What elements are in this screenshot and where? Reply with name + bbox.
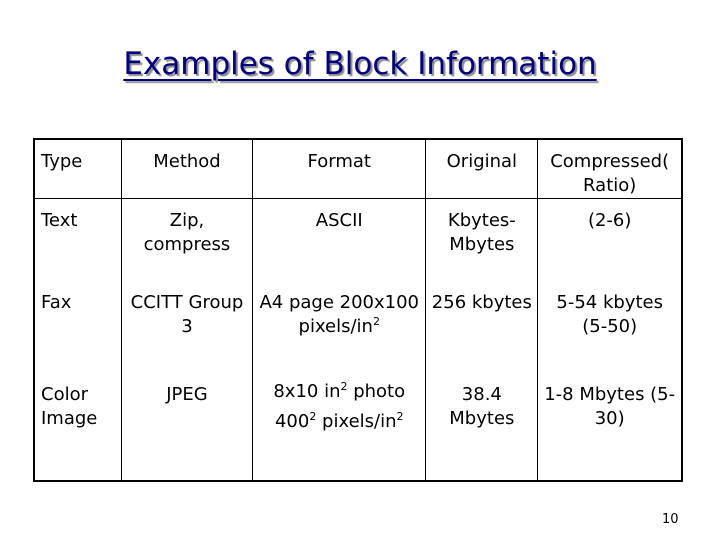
cell-type: Text [41,210,78,231]
format-line-2a: 400 [274,410,310,432]
table-row [34,199,682,281]
page-number: 10 [662,512,679,527]
cell-original: 256 kbytes [426,281,538,373]
header-method: Method [121,139,252,199]
cell-compressed: (2-6) [538,199,682,281]
table-row [34,373,682,481]
cell-format [253,199,426,281]
slide-title: Examples of Block Information [123,46,597,82]
superscript: 2 [396,409,404,423]
block-info-table [33,138,683,482]
format-line-1b: photo [347,380,406,402]
header-compressed: Compressed( Ratio) [538,139,682,199]
format-line-2b: pixels/in [316,410,397,432]
cell-method: JPEG [121,373,252,481]
superscript: 2 [372,314,380,328]
header-type: Type [34,139,121,199]
cell-compressed: 5-54 kbytes (5-50) [538,281,682,373]
superscript: 2 [309,409,317,423]
table-row [34,281,682,373]
cell-type: Fax [41,291,72,313]
format-line: ASCII [315,210,363,231]
format-line-1a: 8x10 in [273,380,341,402]
superscript: 2 [340,379,348,393]
format-line-1: A4 page 200x100 [259,291,419,313]
cell-method: CCITT Group 3 [121,281,252,373]
table-header-row [34,139,682,199]
cell-format [253,373,426,481]
header-format: Format [253,139,426,199]
cell-format [253,281,426,373]
cell-method: Zip, compress [121,199,252,281]
cell-original: Kbytes-Mbytes [426,199,538,281]
cell-type: Color Image [41,383,98,429]
format-line-2: pixels/in [298,315,373,337]
header-original: Original [426,139,538,199]
cell-original: 38.4 Mbytes [426,373,538,481]
cell-compressed: 1-8 Mbytes (5-30) [538,373,682,481]
